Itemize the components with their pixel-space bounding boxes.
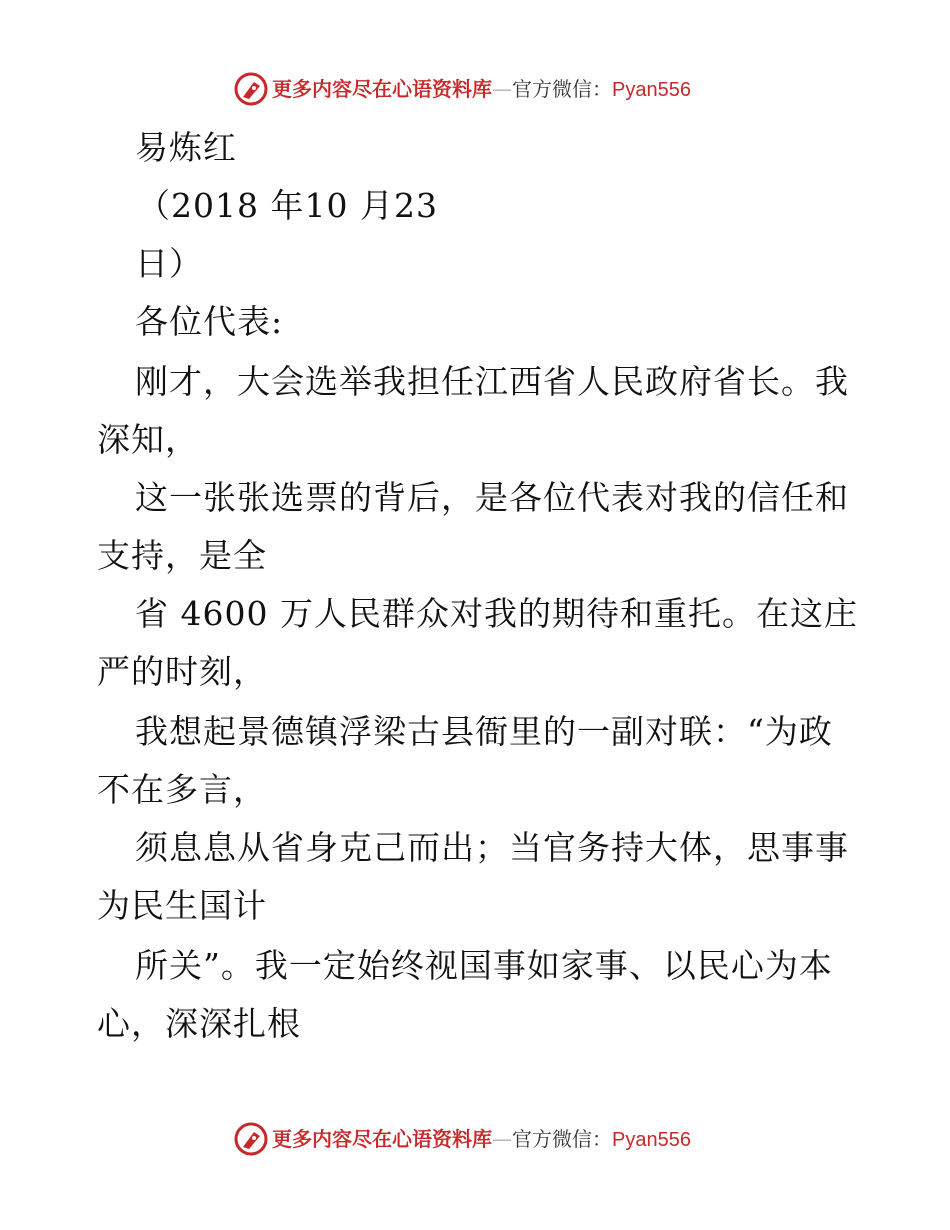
banner-brand-text: 更多内容尽在心语资料库	[272, 1127, 492, 1151]
paragraph-line: 须息息从省身克己而出；当官务持大体，思事事	[135, 828, 849, 867]
author-name: 易炼红	[135, 128, 237, 167]
paragraph-line: 不在多言，	[97, 770, 267, 809]
banner-brand-text: 更多内容尽在心语资料库	[272, 77, 492, 101]
paragraph-line: 支持，是全	[97, 536, 267, 575]
pen-nib-logo-icon	[234, 1122, 268, 1156]
paragraph-line: 深知，	[97, 420, 199, 459]
paragraph-line: 所关”。我一定始终视国事如家事、以民心为本	[135, 946, 833, 985]
paragraph-line: 省 4600 万人民群众对我的期待和重托。在这庄	[135, 594, 858, 633]
paragraph-line: 我想起景德镇浮梁古县衙里的一副对联：“为政	[135, 712, 833, 751]
banner-wechat-id: Pyan556	[612, 79, 691, 101]
banner-dash: —	[492, 1127, 512, 1151]
banner-dash: —	[492, 77, 512, 101]
banner-wechat-id: Pyan556	[612, 1129, 691, 1151]
paragraph-line: 心，深深扎根	[97, 1004, 301, 1043]
paragraph-line: 刚才，大会选举我担任江西省人民政府省长。我	[135, 362, 849, 401]
paragraph-line: 严的时刻，	[97, 652, 267, 691]
banner-wechat-label: 官方微信：	[512, 77, 612, 101]
paragraph-line: 为民生国计	[97, 886, 267, 925]
salutation: 各位代表:	[135, 302, 284, 341]
date-line-1: （2018 年10 月23	[137, 186, 438, 225]
footer-watermark-banner	[0, 1120, 950, 1160]
banner-wechat-label: 官方微信：	[512, 1127, 612, 1151]
date-line-2: 日）	[135, 244, 203, 283]
paragraph-line: 这一张张选票的背后，是各位代表对我的信任和	[135, 478, 849, 517]
